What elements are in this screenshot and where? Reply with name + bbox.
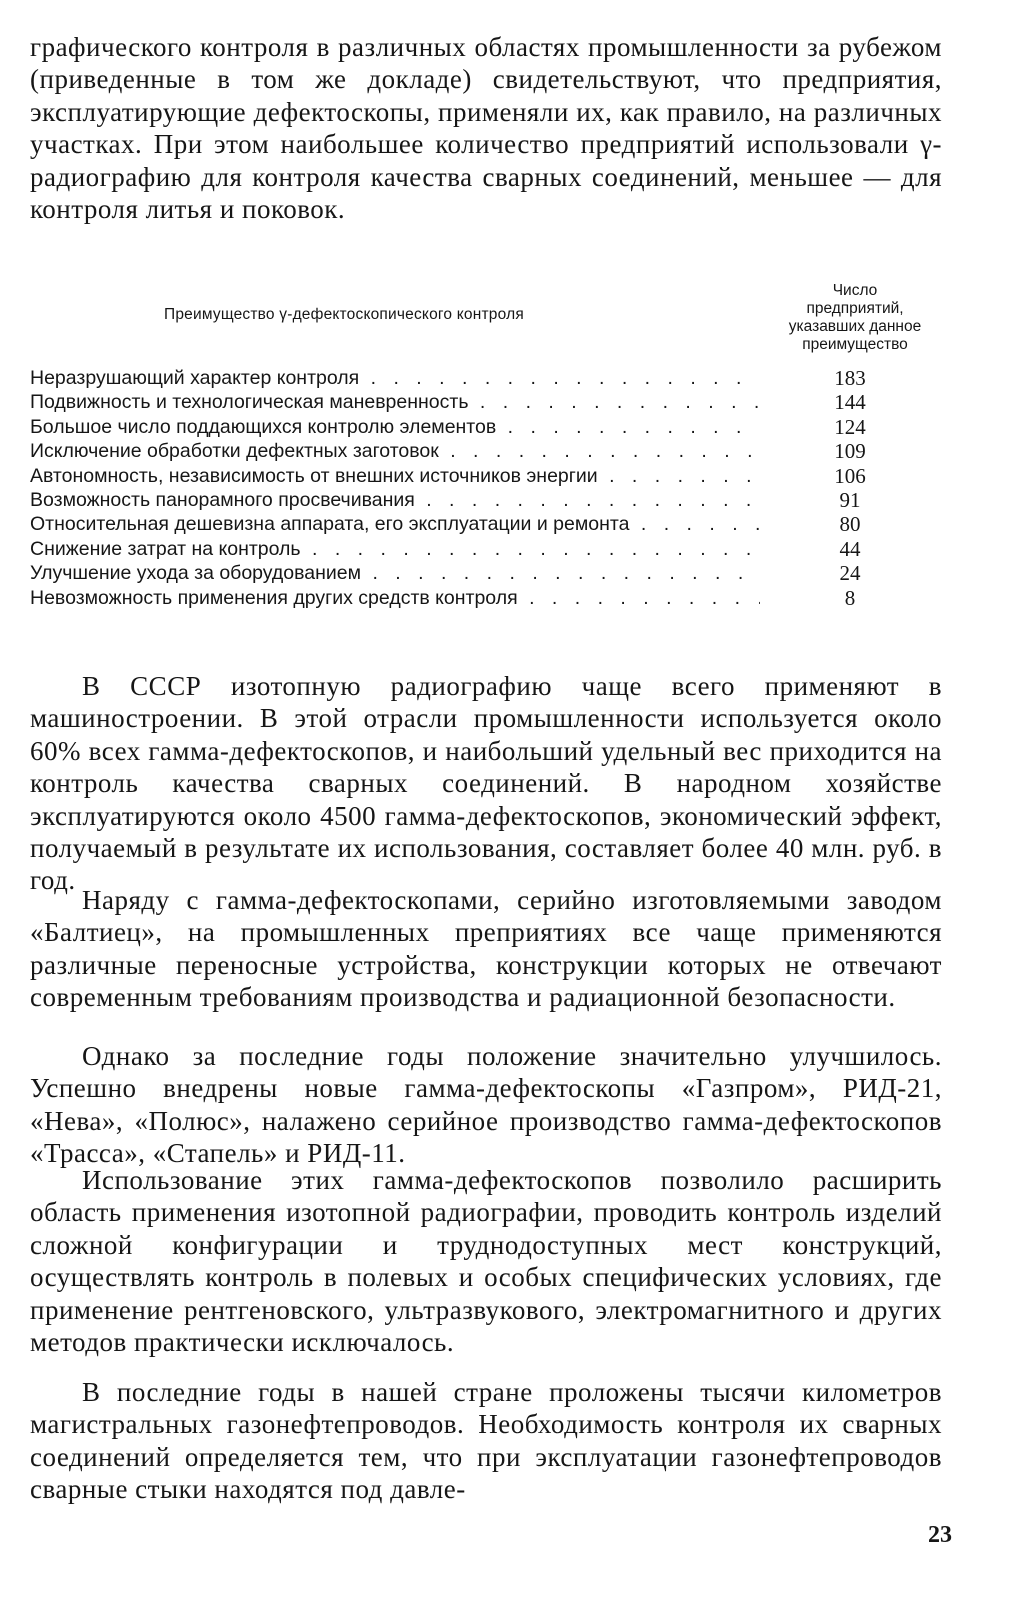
table-row — [30, 439, 950, 463]
row-label: Невозможность применения других средств контроля . . . — [30, 586, 760, 610]
body-paragraph: Однако за последние годы положение значительно улучшилось. Успешно внедрены новые гамма-дефектоскопы «Газпром», РИД-21, «Нева», «Полюс», налажено серийное производство гамма-дефектоскопов «Трасса», «Стапель» и РИД-11. — [30, 1041, 942, 1169]
row-value: 183 — [834, 366, 866, 390]
table-header-count-line: указавших данное — [788, 318, 922, 335]
row-label: Подвижность и технологическая маневренность . . . — [30, 390, 760, 414]
table-row — [30, 390, 950, 414]
table-row — [30, 537, 950, 561]
row-value: 109 — [834, 439, 866, 464]
row-label: Возможность панорамного просвечивания . . . — [30, 488, 760, 512]
table-row — [30, 366, 950, 390]
row-label: Большое число поддающихся контролю элементов . . . — [30, 415, 760, 439]
table-header-count-line: Число — [832, 282, 878, 299]
row-value: 106 — [834, 463, 866, 488]
row-value: 24 — [839, 561, 861, 586]
table-row — [30, 415, 950, 439]
table-row — [30, 488, 950, 512]
table-header-advantage: Преимущество γ-дефектоскопического контроля — [164, 306, 524, 323]
row-label: Относительная дешевизна аппарата, его эксплуатации и ремонта . . . — [30, 512, 760, 536]
body-paragraph: В СССР изотопную радиографию чаще всего применяют в машиностроении. В этой отрасли промышленности используется около 60% всех гамма-дефектоскопов, и наибольший удельный вес приходится на контроль качества сварных соединений. В народном хозяйстве эксплуатируются около 4500 гамма-дефектоскопов, экономический эффект, получаемый в результате их использования, составляет более 40 млн. руб. в год. — [30, 671, 942, 896]
table-row — [30, 464, 950, 488]
table-header-count-line: преимущество — [802, 336, 908, 353]
table-row — [30, 586, 950, 610]
row-value: 91 — [839, 487, 861, 512]
body-paragraph: Использование этих гамма-дефектоскопов позволило расширить область применения изотопной радиографии, проводить контроль изделий сложной конфигурации и труднодоступных мест конструкций, осуществлять контроль в полевых и особых специфических условиях, где применение рентгеновского, ультразвукового, электромагнитного и других методов практически исключалось. — [30, 1165, 942, 1358]
row-label: Снижение затрат на контроль . . . — [30, 537, 760, 561]
row-label: Улучшение ухода за оборудованием . . . — [30, 561, 760, 585]
row-label: Неразрушающий характер контроля . . . — [30, 366, 760, 390]
table-body — [30, 366, 950, 610]
row-value: 44 — [839, 536, 861, 561]
row-value: 80 — [839, 512, 861, 537]
row-value: 124 — [834, 414, 866, 439]
body-paragraph: В последние годы в нашей стране проложены тысячи километров магистральных газонефтепроводов. Необходимость контроля их сварных соединений определяется тем, что при эксплуатации газонефтепроводов сварные стыки находятся под давле- — [30, 1377, 942, 1505]
table-header-count — [760, 282, 950, 354]
body-paragraph: Наряду с гамма-дефектоскопами, серийно изготовляемыми заводом «Балтиец», на промышленных преприятиях все чаще применяются различные переносные устройства, конструкции которых не отвечают современным требованиям производства и радиационной безопасности. — [30, 885, 942, 1013]
row-value: 144 — [834, 390, 866, 415]
page-number: 23 — [928, 1522, 952, 1548]
row-value: 8 — [844, 585, 856, 610]
row-label: Автономность, независимость от внешних источников энергии . . . — [30, 464, 760, 488]
table-row — [30, 512, 950, 536]
row-label: Исключение обработки дефектных заготовок . . . — [30, 439, 760, 463]
intro-paragraph: графического контроля в различных областях промышленности за рубежом (приведенные в том же докладе) свидетельствуют, что предприятия, эксплуатирующие дефектоскопы, применяли их, как правило, на различных участках. При этом наибольшее количество предприятий использовали γ-радиографию для контроля качества сварных соединений, меньшее — для контроля литья и поковок. — [30, 32, 942, 225]
table-header-count-line: предприятий, — [806, 300, 904, 317]
table-row — [30, 561, 950, 585]
